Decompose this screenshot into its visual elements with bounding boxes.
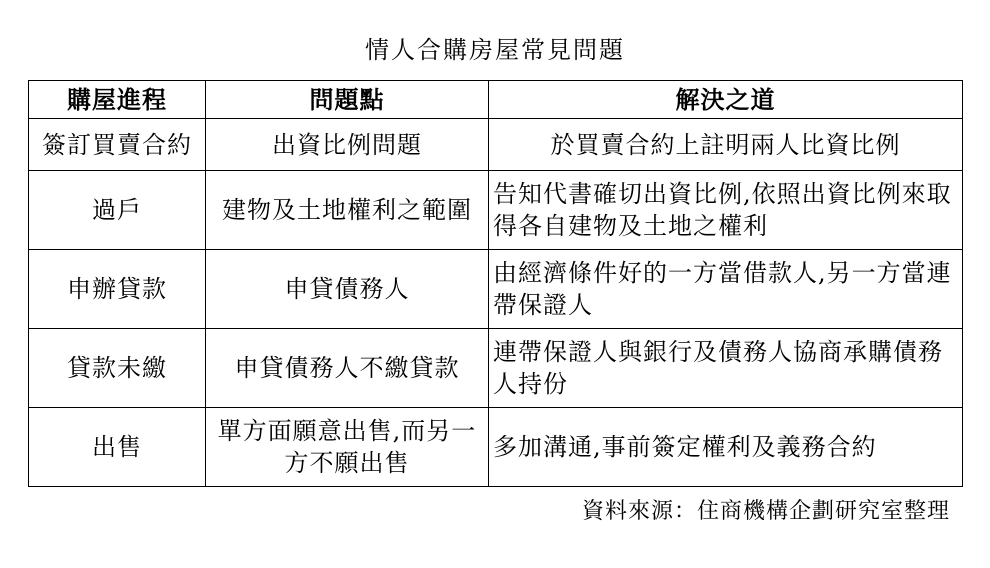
row-stage: 簽訂買賣合約 (29, 119, 206, 171)
table-title: 情人合購房屋常見問題 (365, 36, 625, 64)
row-solution: 多加溝通,事前簽定權利及義務合約 (489, 408, 963, 487)
table-row (29, 329, 963, 408)
row-issue: 申貸債務人不繳貸款 (206, 329, 489, 408)
row-solution: 由經濟條件好的一方當借款人,另一方當連帶保證人 (489, 250, 963, 329)
faq-table (28, 80, 963, 487)
row-solution: 於買賣合約上註明兩人比資比例 (489, 119, 963, 171)
table-row (29, 171, 963, 250)
header-solution: 解決之道 (489, 81, 963, 119)
row-stage: 過戶 (29, 171, 206, 250)
table-row (29, 250, 963, 329)
row-issue: 建物及土地權利之範圍 (206, 171, 489, 250)
row-stage: 貸款未繳 (29, 329, 206, 408)
row-stage: 申辦貸款 (29, 250, 206, 329)
table-row (29, 408, 963, 487)
source-note: 資料來源：住商機構企劃研究室整理 (581, 499, 950, 524)
row-stage: 出售 (29, 408, 206, 487)
row-solution: 告知代書確切出資比例,依照出資比例來取得各自建物及土地之權利 (489, 171, 963, 250)
header-row (29, 81, 963, 119)
header-stage: 購屋進程 (29, 81, 206, 119)
row-solution: 連帶保證人與銀行及債務人協商承購債務人持份 (489, 329, 963, 408)
header-issue: 問題點 (206, 81, 489, 119)
table-row (29, 119, 963, 171)
row-issue: 申貸債務人 (206, 250, 489, 329)
row-issue: 單方面願意出售,而另一方不願出售 (206, 408, 489, 487)
row-issue: 出資比例問題 (206, 119, 489, 171)
